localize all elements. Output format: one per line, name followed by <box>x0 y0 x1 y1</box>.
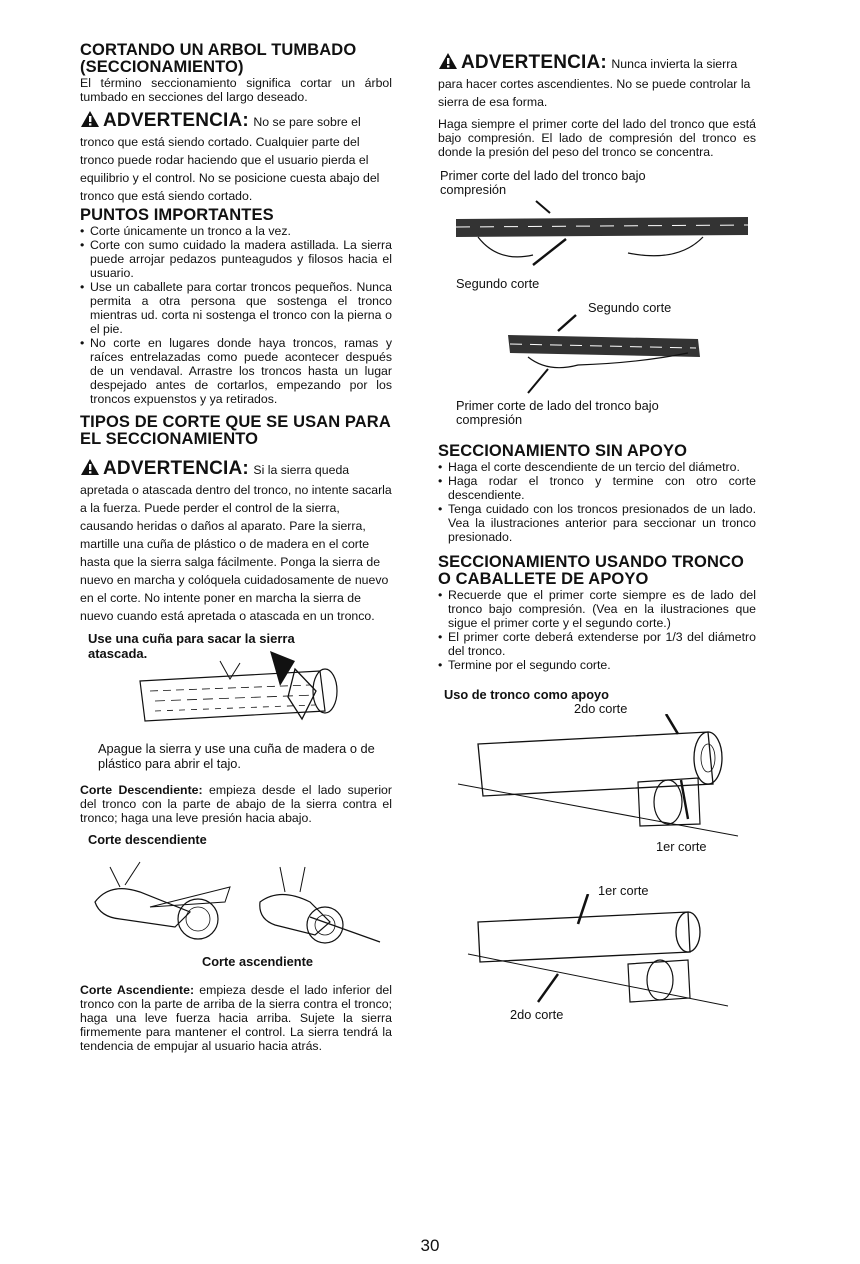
compression-figure-1 <box>438 169 756 297</box>
list-item: • Recuerde que el primer corte siempre es de lado del tronco bajo compresión. (Vea en la ilustraciones que sigue el primer corte y el segundo corte.) <box>438 588 756 630</box>
fig2-bottom-label: Primer corte de lado del tronco bajo compresión <box>456 398 659 427</box>
fig3-first-label: 1er corte <box>656 839 707 854</box>
up-cut-text: empieza desde el lado inferior del tronco con la parte de arriba de la sierra contra el tronco; haga una leve fuerza hacia arriba. Sujete la sierra firmemente para mantener el control. La sierra tendrá la tendencia de empujar al usuario hacia atrás. <box>80 983 392 1053</box>
down-cut-label: Corte descendiente <box>88 832 207 847</box>
warning-heading: ADVERTENCIA: <box>103 458 249 479</box>
supported-title: SECCIONAMIENTO USANDO TRONCO O CABALLETE DE APOYO <box>438 553 744 588</box>
up-cut-paragraph <box>80 983 392 1053</box>
warning-triangle-icon <box>80 110 100 133</box>
cut-direction-figure <box>80 825 392 975</box>
list-item: • Termine por el segundo corte. <box>438 658 756 672</box>
compression-paragraph: Haga siempre el primer corte del lado del tronco que está bajo compresión. El lado de compresión del tronco es donde la presión del peso del tronco se concentra. <box>438 117 756 159</box>
important-points-title: PUNTOS IMPORTANTES <box>80 206 274 224</box>
support-figures <box>438 688 756 1048</box>
down-cut-text: empieza desde el lado superior del tronco con la parte de abajo de la sierra contra el tronco; haga una leve presión hacia abajo. <box>80 783 392 825</box>
bucking-intro: El término seccionamiento significa cortar un árbol tumbado en secciones del largo deseado. <box>80 76 392 104</box>
right-column <box>438 42 756 1048</box>
list-item: • Use un caballete para cortar troncos pequeños. Nunca permita a otra persona que sostenga el tronco mientras ud. corta ni sostenga el tronco con la pierna o el pie. <box>80 280 392 336</box>
wedge-label: Use una cuña para sacar la sierra atascada. <box>88 631 295 661</box>
fig4-first-label: 1er corte <box>598 883 649 898</box>
supported-list <box>438 588 756 672</box>
list-item: • Corte únicamente un tronco a la vez. <box>80 224 392 238</box>
wedge-caption: Apague la sierra y use una cuña de madera o de plástico para abrir el tajo. <box>98 741 375 771</box>
down-cut-term: Corte Descendiente: <box>80 783 203 797</box>
warning-block-1 <box>80 110 392 205</box>
important-points-list <box>80 224 392 406</box>
fig4-second-label: 2do corte <box>510 1007 564 1022</box>
up-cut-label: Corte ascendiente <box>202 954 313 969</box>
list-item: • Corte con sumo cuidado la madera astillada. La sierra puede arrojar pedazos punteagudos y filosos hacia el usuario. <box>80 238 392 280</box>
fig1-top-label: Primer corte del lado del tronco bajo compresión <box>440 168 646 197</box>
fig3-second-label: 2do corte <box>574 701 628 716</box>
warning-triangle-icon <box>80 458 100 481</box>
compression-figure-2 <box>438 297 756 437</box>
warning-heading: ADVERTENCIA: <box>103 110 249 131</box>
list-item: • El primer corte deberá extenderse por 1/3 del diámetro del tronco. <box>438 630 756 658</box>
section-title-bucking: CORTANDO UN ARBOL TUMBADO (SECCIONAMIENTO) <box>80 41 357 76</box>
warning-triangle-icon <box>438 52 458 75</box>
log-on-ground-illustration <box>438 193 756 283</box>
fig1-bottom-label: Segundo corte <box>456 276 540 291</box>
warning-heading: ADVERTENCIA: <box>461 52 607 73</box>
warning-text: No se pare sobre el tronco que está siendo cortado. Cualquier parte del tronco puede rodar haciendo que el usuario pierda el equilibrio y el control. No se posicione cuesta abajo del tronco que está siendo cortado. <box>80 115 380 203</box>
fig2-top-label: Segundo corte <box>588 300 672 315</box>
list-item: • Haga el corte descendiente de un tercio del diámetro. <box>438 460 756 474</box>
warning-block-2 <box>80 458 392 625</box>
unsupported-list <box>438 460 756 544</box>
support-label: Uso de tronco como apoyo <box>444 687 609 702</box>
log-over-gap-illustration <box>438 313 756 403</box>
log-on-support-illustration-2 <box>438 894 756 1014</box>
down-cut-paragraph <box>80 783 392 825</box>
page-number: 30 <box>420 1236 440 1255</box>
saw-cut-illustration <box>80 847 392 947</box>
list-item: • No corte en lugares donde haya troncos, ramas y raíces entrelazadas como puede acontecer después de un vendaval. Arrastre los troncos hasta un lugar despejado antes de cortarlos, empezando por los troncos expuenstos y ya retirados. <box>80 336 392 406</box>
log-with-wedge-illustration <box>120 641 380 731</box>
log-on-support-illustration-1 <box>438 714 756 844</box>
unsupported-title: SECCIONAMIENTO SIN APOYO <box>438 442 688 460</box>
list-item: • Haga rodar el tronco y termine con otro corte descendiente. <box>438 474 756 502</box>
warning-text: Si la sierra queda apretada o atascada dentro del tronco, no intente sacarla a la fuerza. Puede perder el control de la sierra, causando heridas o daños al aparato. Pare la sierra, martille una cuña de plástico o de madera en el corte hasta que la sierra salga fácilmente. Ponga la sierra de nuevo en marcha y colóquela cuidadosamente de nuevo en el corte. No intente poner en marcha la sierra de nuevo cuando está apretada o atascada en un tronco. <box>80 463 392 623</box>
warning-block-3 <box>438 52 756 111</box>
cut-types-title: TIPOS DE CORTE QUE SE USAN PARA EL SECCIONAMIENTO <box>80 413 391 448</box>
left-column <box>80 42 392 1053</box>
list-item: • Tenga cuidado con los troncos presionados de un lado. Vea la ilustraciones anterior para seccionar un tronco presionado. <box>438 502 756 544</box>
wedge-figure <box>80 631 392 741</box>
up-cut-term: Corte Ascendiente: <box>80 983 195 997</box>
warning-text: Nunca invierta la sierra para hacer cortes ascendientes. No se puede controlar la sierra de esa forma. <box>438 57 751 109</box>
